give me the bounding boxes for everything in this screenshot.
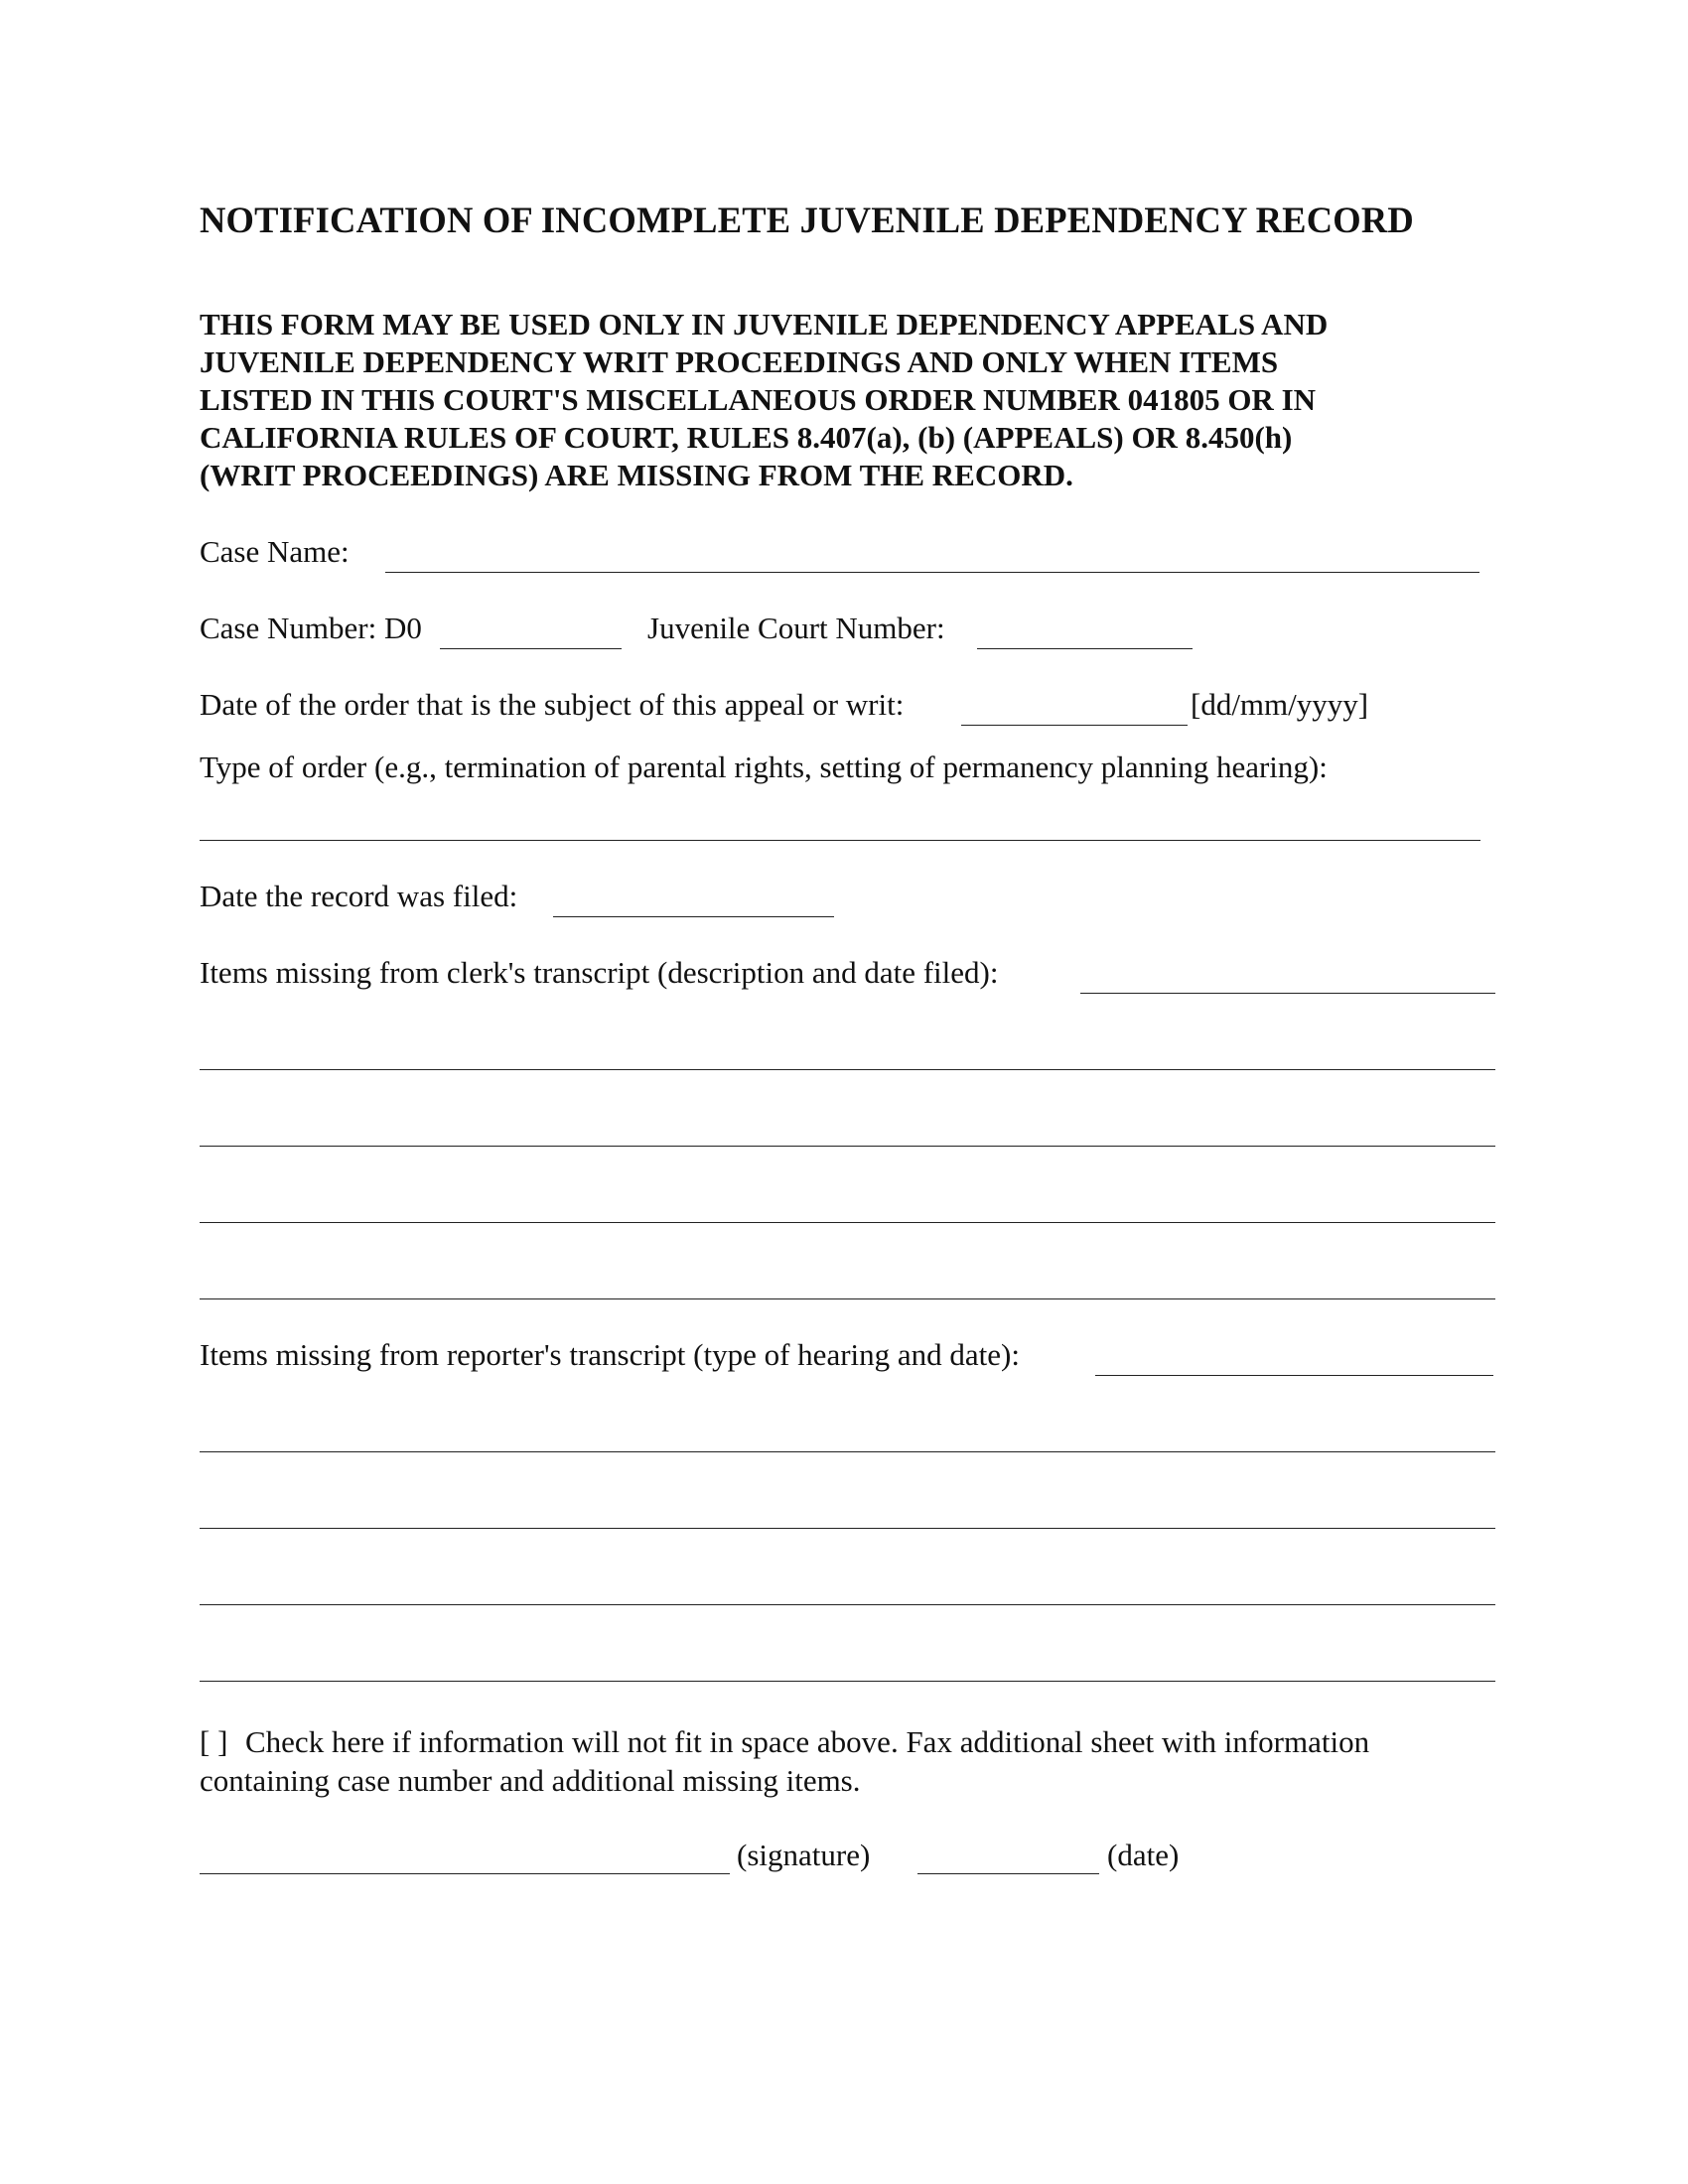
- order-date-format: [dd/mm/yyyy]: [1191, 687, 1369, 722]
- reporter-missing-label: Items missing from reporter's transcript (type of hearing and date):: [200, 1337, 1020, 1372]
- notice-line: (WRIT PROCEEDINGS) ARE MISSING FROM THE RECORD.: [200, 458, 1073, 492]
- case-name-field[interactable]: [385, 572, 1479, 573]
- signature-date-field[interactable]: [917, 1873, 1099, 1874]
- case-number-field[interactable]: [440, 648, 622, 649]
- record-filed-field[interactable]: [553, 916, 834, 917]
- overflow-checkbox-text: containing case number and additional missing items.: [200, 1763, 861, 1798]
- order-date-field[interactable]: [961, 725, 1188, 726]
- reporter-missing-line[interactable]: [200, 1681, 1495, 1682]
- reporter-missing-line[interactable]: [200, 1451, 1495, 1452]
- signature-date-label: (date): [1107, 1838, 1180, 1872]
- clerk-missing-line[interactable]: [200, 1298, 1495, 1299]
- notice-line: JUVENILE DEPENDENCY WRIT PROCEEDINGS AND ONLY WHEN ITEMS: [200, 344, 1279, 379]
- notice-line: THIS FORM MAY BE USED ONLY IN JUVENILE DEPENDENCY APPEALS AND: [200, 307, 1329, 341]
- signature-label: (signature): [737, 1838, 871, 1872]
- juvenile-court-number-field[interactable]: [977, 648, 1193, 649]
- case-name-label: Case Name:: [200, 534, 350, 569]
- reporter-missing-line[interactable]: [200, 1528, 1495, 1529]
- notice-line: LISTED IN THIS COURT'S MISCELLANEOUS ORDER NUMBER 041805 OR IN: [200, 382, 1317, 417]
- signature-field[interactable]: [200, 1873, 730, 1874]
- case-number-label: Case Number: D0: [200, 611, 422, 645]
- notice-line: CALIFORNIA RULES OF COURT, RULES 8.407(a), (b) (APPEALS) OR 8.450(h): [200, 420, 1293, 455]
- order-date-label: Date of the order that is the subject of this appeal or writ:: [200, 687, 905, 722]
- clerk-missing-field[interactable]: [1080, 993, 1495, 994]
- form-title: NOTIFICATION OF INCOMPLETE JUVENILE DEPENDENCY RECORD: [200, 200, 1414, 240]
- overflow-checkbox-text: Check here if information will not fit in space above. Fax additional sheet with information: [245, 1724, 1370, 1759]
- record-filed-label: Date the record was filed:: [200, 879, 518, 913]
- clerk-missing-label: Items missing from clerk's transcript (description and date filed):: [200, 955, 999, 990]
- order-type-label: Type of order (e.g., termination of parental rights, setting of permanency planning hearing):: [200, 750, 1328, 784]
- order-type-field[interactable]: [200, 840, 1480, 841]
- reporter-missing-line[interactable]: [200, 1604, 1495, 1605]
- clerk-missing-line[interactable]: [200, 1146, 1495, 1147]
- juvenile-court-number-label: Juvenile Court Number:: [647, 611, 945, 645]
- clerk-missing-line[interactable]: [200, 1069, 1495, 1070]
- overflow-checkbox[interactable]: [ ]: [200, 1724, 228, 1759]
- reporter-missing-field[interactable]: [1095, 1375, 1493, 1376]
- clerk-missing-line[interactable]: [200, 1222, 1495, 1223]
